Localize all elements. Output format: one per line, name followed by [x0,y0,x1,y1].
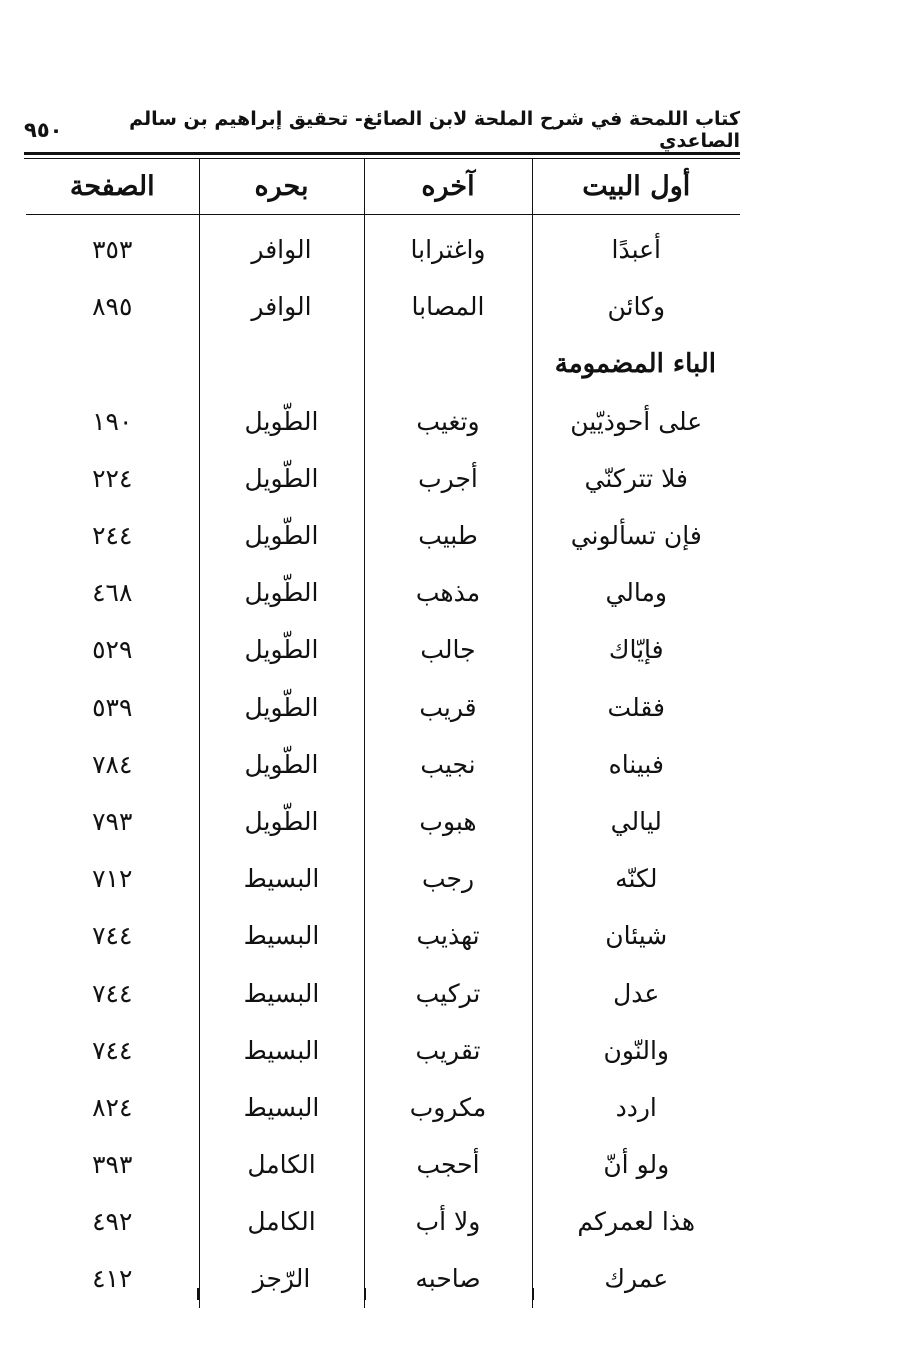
meter-cell: الطّويل [199,793,364,850]
page-cell: ٧٩٣ [92,806,133,836]
meter-cell: الطّويل [199,679,364,736]
page-cell: ٨٩٥ [92,292,133,322]
table-row [26,1022,740,1079]
table-row [26,621,740,678]
table-row [26,215,740,279]
first-words-cell: لكنّه [532,850,740,907]
table-row [26,850,740,907]
first-words-cell: وكائن [532,278,740,335]
last-word-cell: وتغيب [364,393,532,450]
first-words-cell: ليالي [532,793,740,850]
first-words-cell: شيئان [532,907,740,964]
last-word-cell: جالب [364,621,532,678]
page-number: ٩٥٠ [24,118,63,142]
first-words-cell: على أحوذيّين [532,393,740,450]
last-word-cell: مكروب [364,1079,532,1136]
page-cell: ٥٣٩ [92,692,133,722]
table-header-row [26,159,740,215]
book-title: كتاب اللمحة في شرح الملحة لابن الصائغ- تحقيق إبراهيم بن سالم الصاعدي [129,108,740,152]
meter-cell: البسيط [199,964,364,1021]
table-row [26,679,740,736]
empty-cell [199,335,364,392]
table-body [26,215,740,1308]
first-words-cell: ولو أنّ [532,1136,740,1193]
last-word-cell: المصابا [364,278,532,335]
running-header [24,108,740,152]
meter-cell: الرّجز [199,1250,364,1307]
first-words-cell: فإيّاك [532,621,740,678]
first-words-cell: فقلت [532,679,740,736]
table-row [26,564,740,621]
table-row [26,964,740,1021]
meter-cell: الطّويل [199,564,364,621]
table-row [26,507,740,564]
last-word-cell: قريب [364,679,532,736]
page-cell: ٤٦٨ [92,578,133,608]
last-word-cell: طبيب [364,507,532,564]
first-words-cell: فلا تتركنّي [532,450,740,507]
last-word-cell: أحجب [364,1136,532,1193]
meter-cell: الكامل [199,1136,364,1193]
table-row [26,278,740,335]
page-cell: ٧١٢ [92,864,133,894]
column-rule-extension [197,1288,199,1300]
last-word-cell: مذهب [364,564,532,621]
page-cell: ٧٤٤ [92,1035,133,1065]
page-cell: ٣٥٣ [92,235,133,265]
header-rule-thick [24,152,740,155]
page-cell: ٤٩٢ [92,1207,133,1237]
table-row [26,1250,740,1307]
column-header-page: الصفحة [26,159,199,215]
last-word-cell: تهذيب [364,907,532,964]
first-words-cell: هذا لعمركم [532,1193,740,1250]
meter-cell: الطّويل [199,736,364,793]
table-row [26,736,740,793]
column-header-first-words: أول البيت [532,159,740,215]
first-words-cell: عدل [532,964,740,1021]
meter-cell: البسيط [199,850,364,907]
page-cell: ٣٩٣ [92,1150,133,1180]
table-row [26,1136,740,1193]
last-word-cell: ولا أب [364,1193,532,1250]
page-cell: ٢٢٤ [92,463,133,493]
meter-cell: الطّويل [199,450,364,507]
last-word-cell: أجرب [364,450,532,507]
page-cell: ٧٤٤ [92,978,133,1008]
meter-cell: الطّويل [199,507,364,564]
meter-cell: الوافر [199,215,364,279]
table-row [26,907,740,964]
first-words-cell: فإن تسألوني [532,507,740,564]
first-words-cell: فبيناه [532,736,740,793]
first-words-cell: عمرك [532,1250,740,1307]
page-cell: ١٩٠ [92,406,133,436]
page-cell: ٧٤٤ [92,921,133,951]
column-rule-extension [364,1288,366,1300]
poetry-index-table [26,159,740,1308]
first-words-cell: أعبدًا [532,215,740,279]
column-header-meter: بحره [199,159,364,215]
section-heading: الباء المضمومة [532,335,740,392]
first-words-cell: والنّون [532,1022,740,1079]
table-row [26,450,740,507]
empty-cell [26,335,199,392]
last-word-cell: رجب [364,850,532,907]
page-cell: ٨٢٤ [92,1092,133,1122]
page-cell: ٧٨٤ [92,749,133,779]
page-cell: ٤١٢ [92,1264,133,1294]
page-cell: ٥٢٩ [92,635,133,665]
column-header-last-word: آخره [364,159,532,215]
table-row [26,393,740,450]
meter-cell: الطّويل [199,621,364,678]
table-row [26,1079,740,1136]
first-words-cell: ومالي [532,564,740,621]
table-row [26,1193,740,1250]
last-word-cell: واغترابا [364,215,532,279]
first-words-cell: اردد [532,1079,740,1136]
meter-cell: الوافر [199,278,364,335]
meter-cell: البسيط [199,1079,364,1136]
section-heading-row [26,335,740,392]
meter-cell: البسيط [199,907,364,964]
meter-cell: الكامل [199,1193,364,1250]
page-cell: ٢٤٤ [92,521,133,551]
meter-cell: البسيط [199,1022,364,1079]
last-word-cell: تقريب [364,1022,532,1079]
column-rule-extension [532,1288,534,1300]
last-word-cell: تركيب [364,964,532,1021]
last-word-cell: صاحبه [364,1250,532,1307]
last-word-cell: نجيب [364,736,532,793]
last-word-cell: هبوب [364,793,532,850]
empty-cell [364,335,532,392]
table-row [26,793,740,850]
meter-cell: الطّويل [199,393,364,450]
